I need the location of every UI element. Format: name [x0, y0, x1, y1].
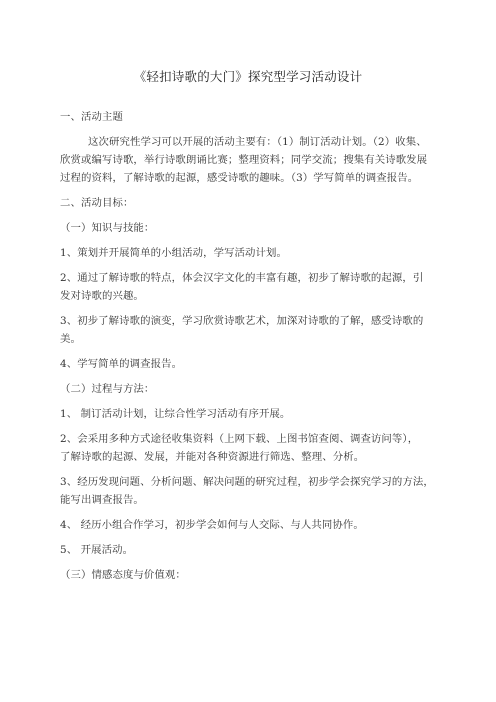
- knowledge-item-3-line-2: 美。: [60, 333, 81, 345]
- process-item-4: 4、 经历小组合作学习，初步学会如何与人交际、与人共同协作。: [60, 519, 364, 531]
- document-title: 《轻扣诗歌的大门》探究型学习活动设计: [133, 69, 363, 84]
- knowledge-item-2-line-2: 发对诗歌的兴趣。: [60, 290, 144, 302]
- process-item-5: 5、 开展活动。: [60, 544, 134, 556]
- knowledge-item-3-line-1: 3、初步了解诗歌的演变，学习欣赏诗歌艺术，加深对诗歌的了解，感受诗歌的: [60, 315, 424, 327]
- process-item-3-line-2: 能写出调查报告。: [60, 494, 144, 506]
- section-heading-goals: 二、活动目标：: [60, 197, 134, 209]
- intro-line-3: 过程的资料，了解诗歌的起源，感受诗歌的趣味。（3）学写简单的调查报告。: [60, 172, 419, 184]
- intro-line-1: 这次研究性学习可以开展的活动主要有：（1）制订活动计划。（2）收集、: [88, 136, 427, 148]
- subheading-knowledge-skills: （一）知识与技能：: [60, 222, 155, 234]
- knowledge-item-1: 1、策划并开展简单的小组活动，学写活动计划。: [60, 247, 288, 259]
- knowledge-item-4: 4、学写简单的调查报告。: [60, 358, 183, 370]
- process-item-3-line-1: 3、经历发现问题、分析问题、解决问题的研究过程，初步学会探究学习的方法，: [60, 476, 434, 488]
- knowledge-item-2-line-1: 2、通过了解诗歌的特点，体会汉字文化的丰富有趣，初步了解诗歌的起源，引: [60, 272, 424, 284]
- process-item-2-line-2: 了解诗歌的起源、发展，并能对各种资源进行筛选、整理、分析。: [60, 451, 365, 463]
- process-item-1: 1、 制订活动计划，让综合性学习活动有序开展。: [60, 408, 291, 420]
- subheading-process-methods: （二）过程与方法：: [60, 383, 155, 395]
- intro-line-2: 欣赏或编写诗歌，举行诗歌朗诵比赛；整理资料；同学交流；搜集有关诗歌发展: [60, 154, 428, 166]
- section-heading-theme: 一、活动主题: [60, 111, 123, 123]
- subheading-attitude-values: （三）情感态度与价值观：: [60, 569, 186, 581]
- process-item-2-line-1: 2、会采用多种方式途径收集资料（上网下载、上图书馆查阅、调查访问等），: [60, 433, 419, 445]
